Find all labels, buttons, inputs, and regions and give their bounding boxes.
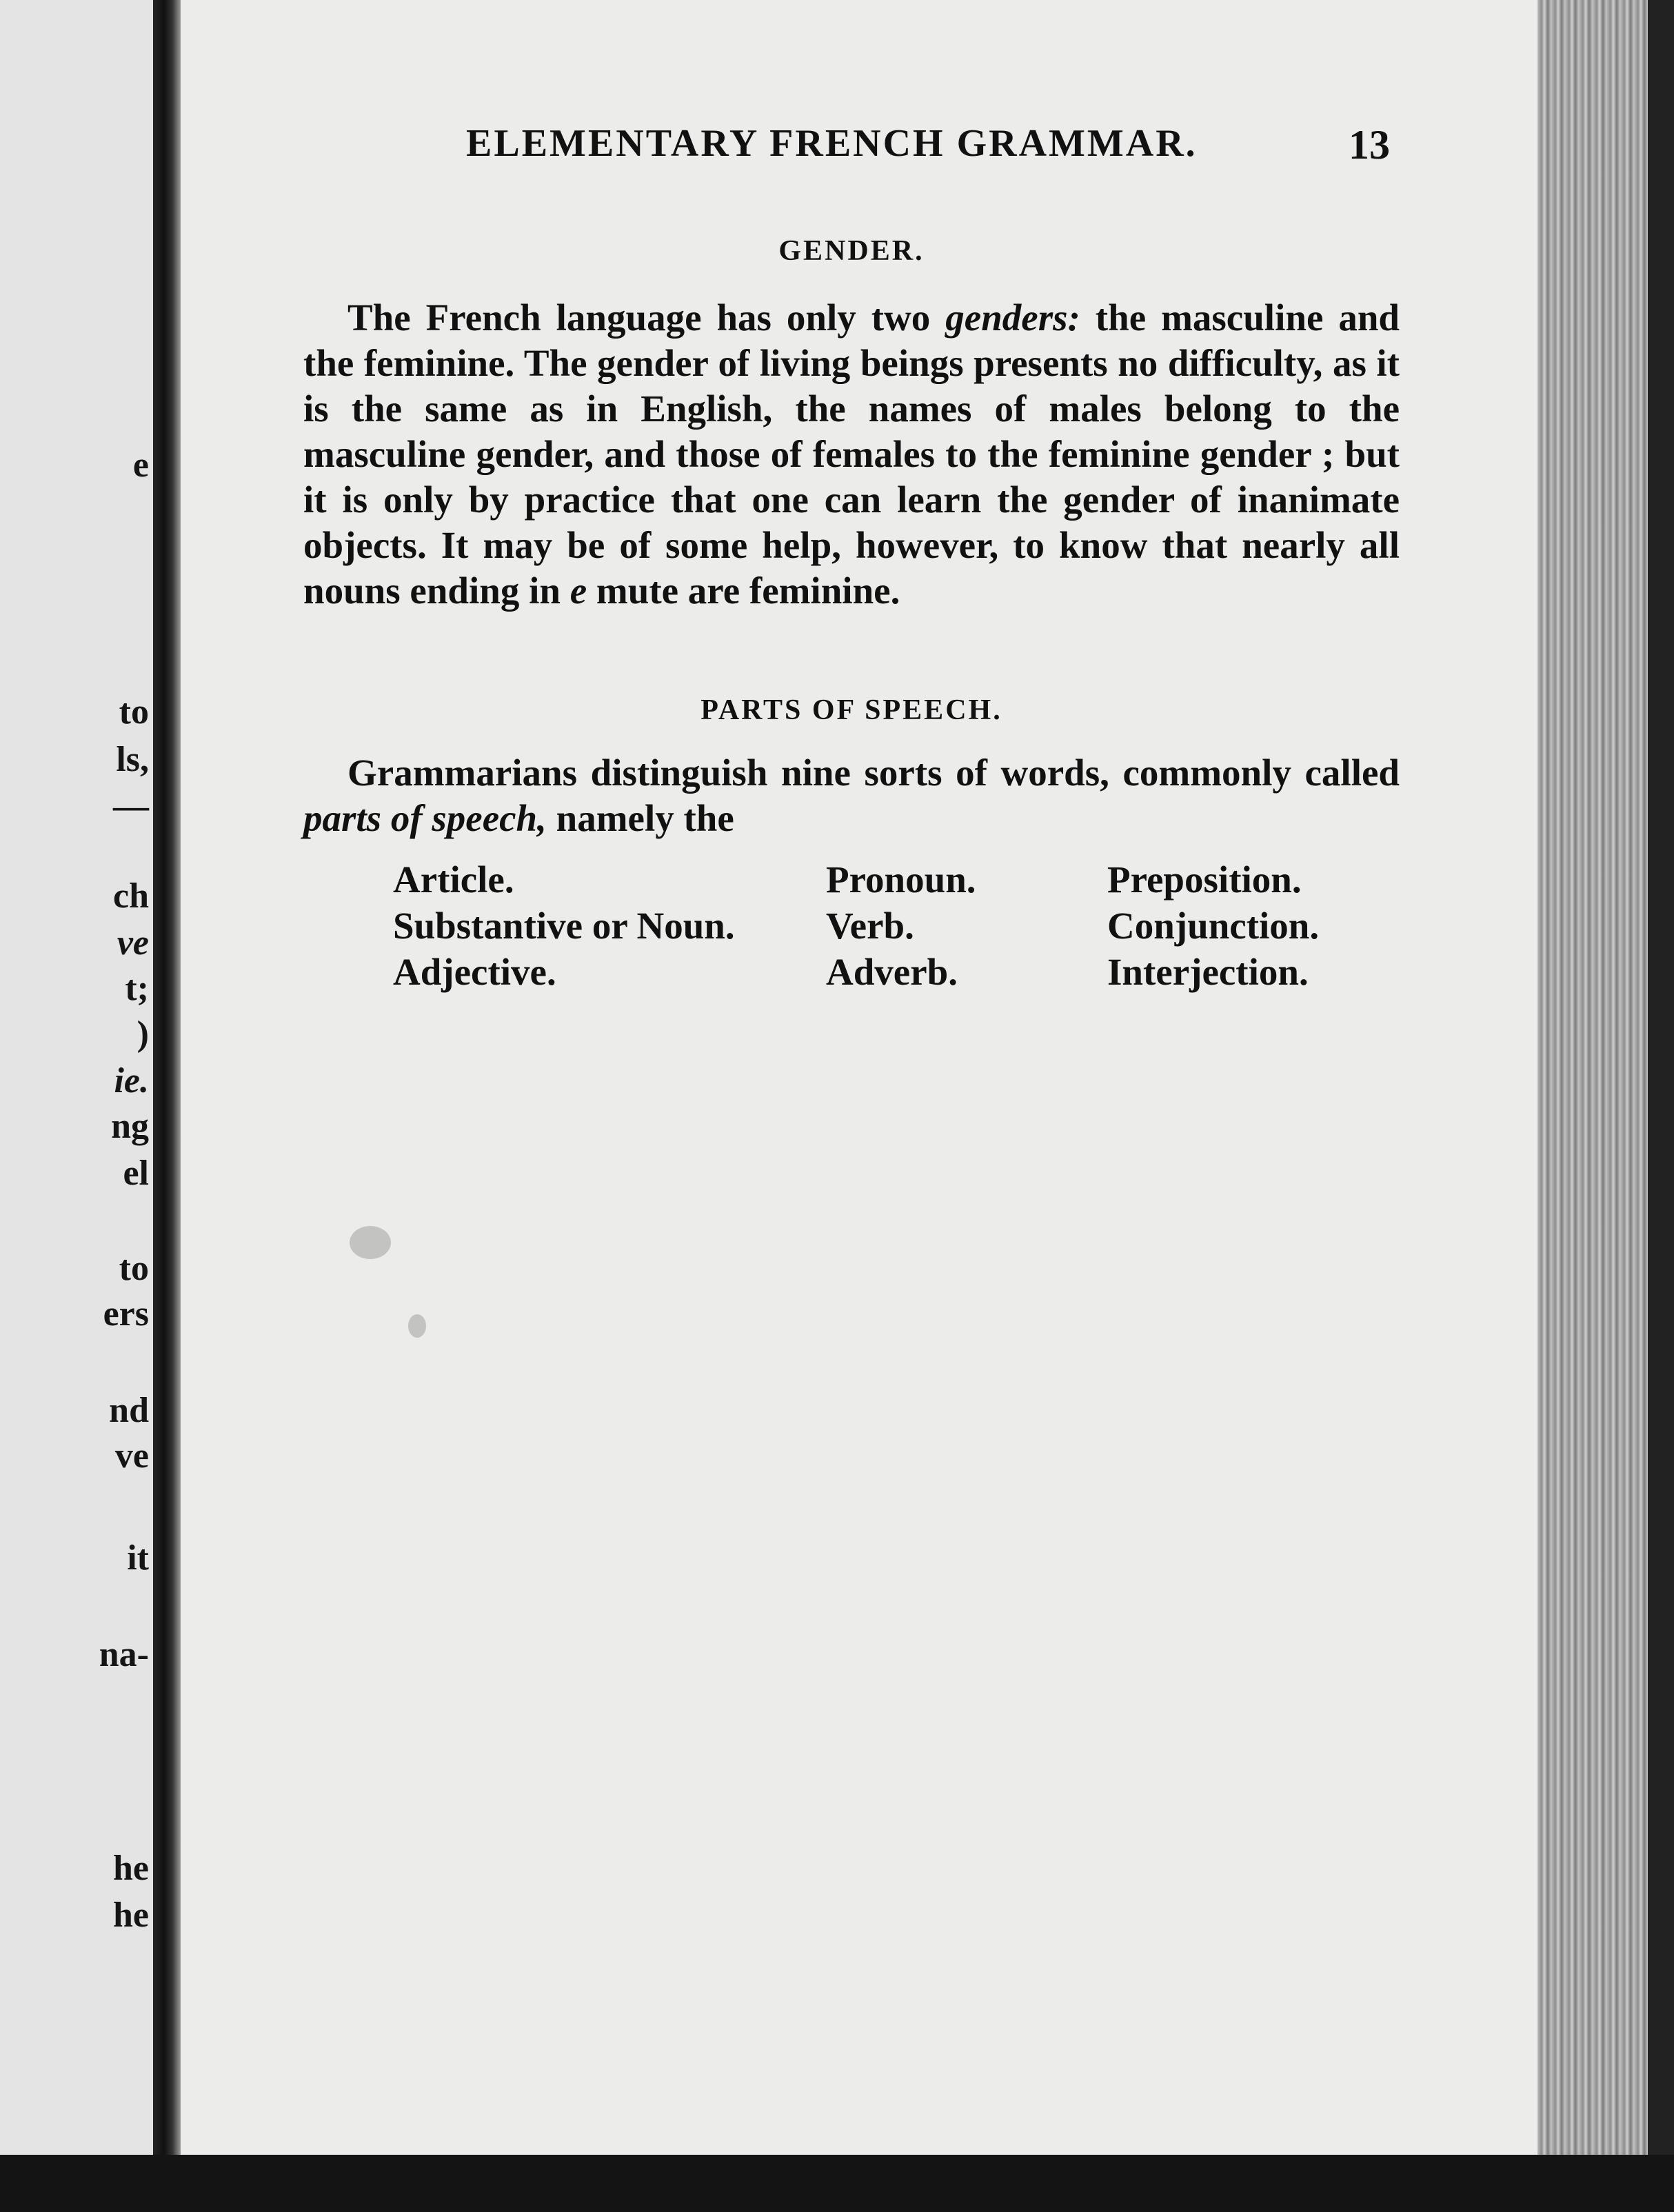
paragraph-gender bbox=[303, 295, 1400, 614]
left-page-fragment: ng bbox=[111, 1107, 149, 1146]
left-page-fragment: el bbox=[123, 1154, 149, 1193]
paragraph-text: the masculine and the feminine. The gender of living beings presents no difficulty, as it is the same as in English, the names of males belong to the masculine gender, and those of females to the feminine gender ; but it is only by practice that one can learn the gender of inanimate objects. It may be of some help, however, to know that nearly all nouns ending in bbox=[303, 296, 1400, 612]
left-page-fragment: it bbox=[127, 1538, 149, 1578]
left-page-fragment: ve bbox=[117, 923, 149, 963]
section-heading-parts-of-speech: PARTS OF SPEECH. bbox=[700, 694, 1002, 726]
paragraph-text: Grammarians distinguish nine sorts of words, commonly called bbox=[347, 752, 1400, 794]
paper-stain bbox=[350, 1226, 391, 1259]
parts-of-speech-table bbox=[393, 858, 1397, 996]
left-page-fragment: ers bbox=[103, 1294, 149, 1334]
left-page-fragment: ls, bbox=[116, 740, 149, 779]
table-cell: Article. bbox=[393, 858, 514, 901]
table-cell: Preposition. bbox=[1107, 858, 1302, 901]
table-cell: Adjective. bbox=[393, 951, 556, 993]
left-page-fragment: nd bbox=[109, 1391, 149, 1430]
table-row bbox=[393, 950, 1397, 996]
left-page-fragment: t; bbox=[125, 969, 149, 1008]
book-edge-shadow bbox=[1648, 0, 1674, 2212]
paragraph-parts-of-speech bbox=[303, 750, 1400, 841]
left-page-fragment: he bbox=[113, 1849, 149, 1888]
table-cell: Adverb. bbox=[826, 951, 958, 993]
paragraph-text: The French language has only two bbox=[347, 296, 946, 339]
emphasis-text: parts of speech, bbox=[303, 797, 547, 839]
left-page-fragment: e bbox=[132, 445, 149, 485]
book-gutter bbox=[153, 0, 181, 2186]
emphasis-text: genders: bbox=[945, 296, 1080, 339]
left-page-fragment: to bbox=[119, 692, 149, 732]
page-edges bbox=[1537, 0, 1648, 2155]
paragraph-text: namely the bbox=[546, 797, 734, 839]
page-number: 13 bbox=[1349, 122, 1390, 168]
left-page-fragment: to bbox=[119, 1249, 149, 1288]
left-page-fragment: — bbox=[113, 787, 149, 826]
paper-stain bbox=[408, 1314, 426, 1338]
table-row bbox=[393, 904, 1397, 950]
left-page-fragment: na- bbox=[99, 1635, 149, 1674]
emphasis-text: e bbox=[569, 570, 587, 612]
section-heading-gender: GENDER. bbox=[778, 235, 925, 267]
table-cell: Substantive or Noun. bbox=[393, 905, 735, 947]
left-page-sliver bbox=[0, 0, 157, 2186]
left-page-fragment: ve bbox=[114, 1436, 149, 1476]
running-title: ELEMENTARY FRENCH GRAMMAR. bbox=[466, 122, 1198, 165]
table-cell: Conjunction. bbox=[1107, 905, 1320, 947]
paragraph-text: mute are feminine. bbox=[587, 570, 900, 612]
table-cell: Interjection. bbox=[1107, 951, 1309, 993]
left-page-fragment: ch bbox=[113, 876, 149, 916]
table-row bbox=[393, 858, 1397, 904]
table-cell: Verb. bbox=[826, 905, 914, 947]
left-page-fragment: ie. bbox=[114, 1061, 149, 1100]
table-cell: Pronoun. bbox=[826, 858, 976, 901]
left-page-fragment: ) bbox=[137, 1014, 149, 1054]
left-page-fragment: he bbox=[113, 1896, 149, 1935]
bottom-shadow bbox=[0, 2155, 1674, 2212]
